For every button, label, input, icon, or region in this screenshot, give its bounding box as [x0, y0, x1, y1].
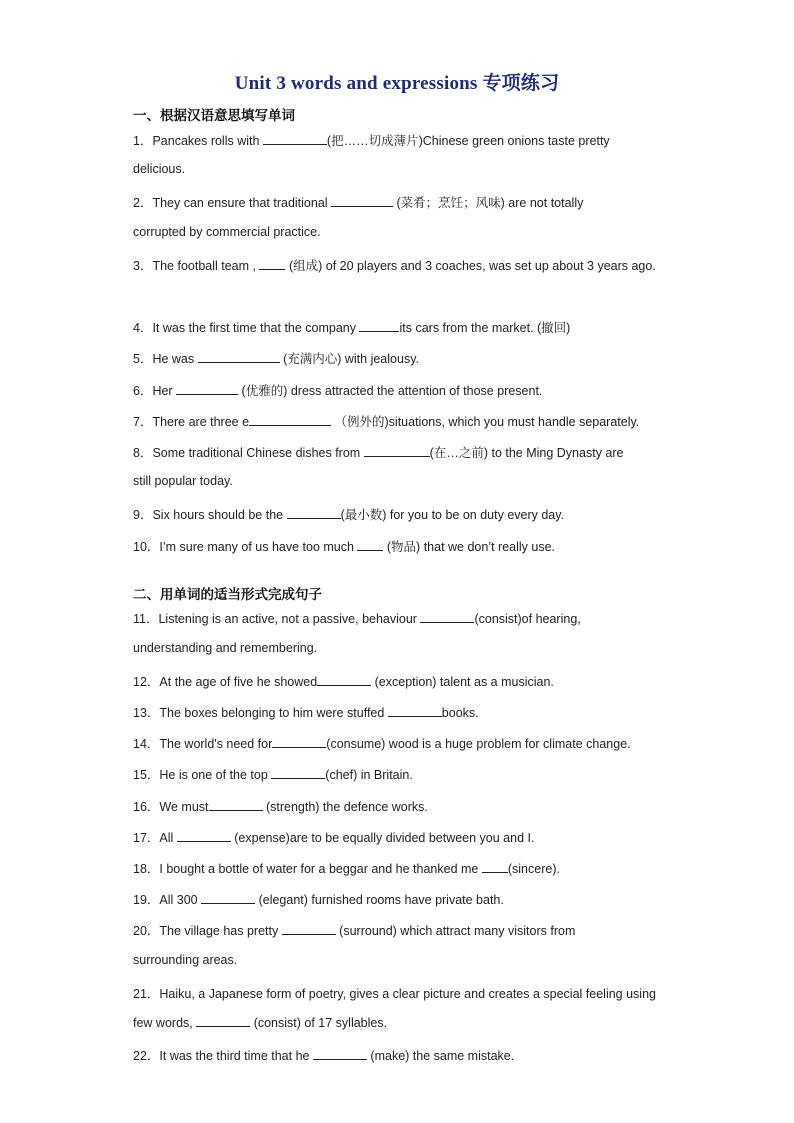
question-text: Six hours should be the — [152, 508, 287, 522]
question-text: We must — [159, 800, 209, 814]
question-5 — [133, 349, 419, 367]
question-text: (chef) in Britain. — [325, 768, 413, 782]
question-text: (充满内心) with jealousy. — [279, 352, 419, 366]
question-text: (surround) which attract many visitors from — [335, 924, 576, 938]
question-text: (菜肴；烹饪；风味) are not totally — [393, 196, 584, 210]
question-21-continued — [133, 1015, 387, 1030]
answer-blank[interactable] — [388, 705, 442, 717]
question-12 — [133, 672, 554, 690]
answer-blank[interactable] — [272, 736, 326, 748]
question-text: The football team , — [152, 259, 260, 273]
question-number: 1． — [133, 134, 153, 148]
question-3 — [133, 256, 656, 274]
question-20-continued: surrounding areas. — [133, 953, 238, 967]
question-text: At the age of five he showed — [159, 675, 318, 689]
question-9 — [133, 505, 564, 523]
question-text: There are three e — [152, 415, 250, 429]
question-text: Some traditional Chinese dishes from — [152, 446, 364, 460]
question-number: 17． — [133, 831, 160, 845]
question-text: (组成) of 20 players and 3 coaches, was set up about 3 years ago. — [285, 259, 656, 273]
question-text: They can ensure that traditional — [152, 196, 332, 210]
question-11 — [133, 609, 581, 627]
answer-blank[interactable] — [249, 414, 331, 426]
answer-blank[interactable] — [271, 767, 325, 779]
question-number: 11． — [133, 612, 159, 626]
question-text: The village has pretty — [159, 924, 282, 938]
question-17 — [133, 828, 534, 846]
question-text: (最小数) for you to be on duty every day. — [340, 508, 565, 522]
question-number: 4． — [133, 321, 153, 335]
question-number: 9． — [133, 508, 153, 522]
answer-blank[interactable] — [176, 383, 238, 395]
question-text: (把……切成薄片)Chinese green onions taste pretty — [326, 134, 610, 148]
question-21 — [133, 984, 656, 1002]
question-15 — [133, 765, 413, 783]
section-1-heading: 一、根据汉语意思填写单词 — [133, 108, 295, 124]
question-text: He was — [152, 352, 198, 366]
question-text: He is one of the top — [159, 768, 272, 782]
answer-blank[interactable] — [331, 195, 393, 207]
question-20 — [133, 921, 575, 939]
question-number: 6． — [133, 384, 153, 398]
question-10 — [133, 537, 555, 555]
question-text: All 300 — [159, 893, 202, 907]
question-text: I’m sure many of us have too much — [159, 540, 358, 554]
question-number: 7． — [133, 415, 153, 429]
question-number: 8． — [133, 446, 153, 460]
question-2-continued: corrupted by commercial practice. — [133, 225, 321, 239]
question-text: The world's need for — [159, 737, 273, 751]
question-19 — [133, 890, 504, 908]
question-text: (consist) of 17 syllables. — [250, 1016, 388, 1030]
answer-blank[interactable] — [287, 507, 341, 519]
question-text: (expense)are to be equally divided between you and I. — [230, 831, 535, 845]
question-text: (优雅的) dress attracted the attention of those present. — [238, 384, 543, 398]
question-4 — [133, 318, 570, 336]
question-number: 2． — [133, 196, 153, 210]
question-number: 21． — [133, 987, 160, 1001]
question-text: (exception) talent as a musician. — [371, 675, 554, 689]
question-text: (在…之前) to the Ming Dynasty are — [429, 446, 624, 460]
section-2-heading: 二、用单词的适当形式完成句子 — [133, 587, 322, 603]
question-text: Listening is an active, not a passive, behaviour — [158, 612, 421, 626]
question-14 — [133, 734, 631, 752]
question-text: (sincere). — [507, 862, 560, 876]
question-text: (make) the same mistake. — [366, 1049, 515, 1063]
question-text: The boxes belonging to him were stuffed — [159, 706, 388, 720]
question-text: (strength) the defence works. — [262, 800, 428, 814]
question-text: (consume) wood is a huge problem for climate change. — [326, 737, 631, 751]
question-18 — [133, 859, 560, 877]
question-text: Her — [152, 384, 177, 398]
question-number: 14． — [133, 737, 160, 751]
question-number: 16． — [133, 800, 160, 814]
answer-blank[interactable] — [263, 133, 327, 145]
question-text: Pancakes rolls with — [152, 134, 263, 148]
question-8 — [133, 443, 623, 461]
question-number: 12． — [133, 675, 160, 689]
question-number: 3． — [133, 259, 153, 273]
question-text: It was the first time that the company — [152, 321, 360, 335]
answer-blank[interactable] — [201, 892, 255, 904]
question-7 — [133, 412, 639, 430]
answer-blank[interactable] — [357, 539, 383, 551]
answer-blank[interactable] — [198, 351, 280, 363]
question-text: (consist)of hearing, — [474, 612, 581, 626]
answer-blank[interactable] — [482, 861, 508, 873]
answer-blank[interactable] — [364, 445, 430, 457]
question-text: (elegant) furnished rooms have private bath. — [255, 893, 504, 907]
question-number: 5． — [133, 352, 153, 366]
question-number: 22． — [133, 1049, 160, 1063]
question-6 — [133, 381, 542, 399]
question-text: All — [159, 831, 177, 845]
question-text: Haiku, a Japanese form of poetry, gives a clear picture and creates a special feeling using — [159, 987, 656, 1001]
question-number: 20． — [133, 924, 160, 938]
answer-blank[interactable] — [313, 1048, 367, 1060]
question-8-continued: still popular today. — [133, 474, 233, 488]
question-number: 15． — [133, 768, 160, 782]
answer-blank[interactable] — [177, 830, 231, 842]
question-22 — [133, 1046, 514, 1064]
question-11-continued: understanding and remembering. — [133, 641, 318, 655]
answer-blank[interactable] — [420, 611, 474, 623]
question-number: 10． — [133, 540, 160, 554]
question-text: It was the third time that he — [159, 1049, 313, 1063]
question-16 — [133, 797, 428, 815]
answer-blank[interactable] — [209, 799, 263, 811]
question-number: 19． — [133, 893, 160, 907]
question-number: 18． — [133, 862, 160, 876]
answer-blank[interactable] — [259, 258, 285, 270]
question-text: its cars from the market. (撤回) — [399, 321, 571, 335]
question-text: （例外的)situations, which you must handle separately. — [331, 415, 640, 429]
question-text: books. — [441, 706, 479, 720]
question-13 — [133, 703, 479, 721]
question-text: few words, — [133, 1016, 197, 1030]
answer-blank[interactable] — [359, 320, 399, 332]
question-text: (物品) that we don’t really use. — [383, 540, 556, 554]
question-2 — [133, 193, 583, 211]
question-1 — [133, 131, 610, 149]
question-number: 13． — [133, 706, 160, 720]
page-title: Unit 3 words and expressions 专项练习 — [234, 73, 560, 94]
answer-blank[interactable] — [317, 674, 371, 686]
answer-blank[interactable] — [196, 1015, 250, 1027]
answer-blank[interactable] — [282, 923, 336, 935]
question-1-continued: delicious. — [133, 162, 186, 176]
question-text: I bought a bottle of water for a beggar and he thanked me — [159, 862, 482, 876]
